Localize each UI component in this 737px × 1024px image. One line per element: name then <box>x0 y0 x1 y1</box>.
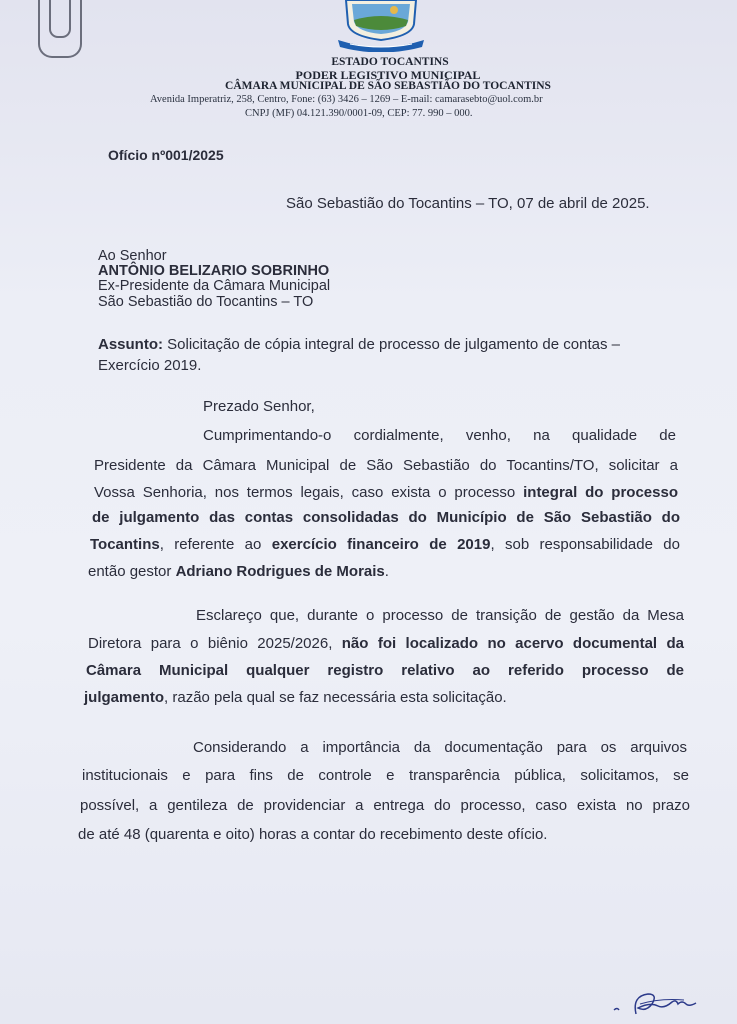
p1-line-6-b: Adriano Rodrigues de Morais <box>175 563 385 580</box>
header-cnpj: CNPJ (MF) 04.121.390/0001-09, CEP: 77. 990 – 000. <box>245 108 473 119</box>
p1-line-5-a: Tocantins <box>90 536 160 553</box>
p1-line-4: de julgamento das contas consolidadas do Município de São Sebastião do <box>92 509 680 526</box>
signature-icon <box>610 984 720 1018</box>
p2-line-2-a: Diretora para o biênio 2025/2026, <box>88 635 342 652</box>
header-power: PODER LEGISTIVO MUNICIPAL <box>295 68 481 82</box>
letter-date: São Sebastião do Tocantins – TO, 07 de abril de 2025. <box>286 195 650 212</box>
header-chamber: CÂMARA MUNICIPAL DE SÃO SEBASTIÃO DO TOCANTINS <box>225 80 551 92</box>
p1-line-6 <box>88 563 389 580</box>
p2-line-4-a: julgamento <box>84 689 165 706</box>
recipient-role: Ex-Presidente da Câmara Municipal <box>98 278 331 294</box>
p2-line-3: Câmara Municipal qualquer registro relativo ao referido processo de <box>86 662 684 679</box>
p1-line-5 <box>90 536 680 553</box>
subject-text-1: Solicitação de cópia integral de processo de julgamento de contas – <box>167 336 620 353</box>
p1-line-3 <box>94 484 678 501</box>
header-state: ESTADO TOCANTINS <box>331 56 449 68</box>
p3-line-2: institucionais e para fins de controle e transparência pública, solicitamos, se <box>82 767 689 784</box>
subject-label: Assunto: <box>98 336 163 353</box>
p1-line-2: Presidente da Câmara Municipal de São Sebastião do Tocantins/TO, solicitar a <box>94 457 678 474</box>
letter-reference: Ofício nº001/2025 <box>108 147 224 163</box>
p1-line-5-c: exercício financeiro de 2019 <box>271 536 491 553</box>
p1-line-5-b: , referente ao <box>159 536 272 553</box>
p2-line-4 <box>84 689 507 706</box>
p1-line-3-b: integral do processo <box>523 484 678 501</box>
p1-line-3-a: Vossa Senhoria, nos termos legais, caso exista o processo <box>94 484 524 501</box>
p2-line-2 <box>88 635 684 652</box>
p3-line-1: Considerando a importância da documentação para os arquivos <box>193 739 687 756</box>
municipal-seal-icon <box>336 0 426 52</box>
p1-line-6-c: . <box>384 563 389 580</box>
recipient-name: ANTÔNIO BELIZARIO SOBRINHO <box>98 263 330 279</box>
p3-line-3: possível, a gentileza de providenciar a entrega do processo, caso exista no prazo <box>80 797 690 814</box>
subject-line-1 <box>98 336 620 353</box>
p2-line-1: Esclareço que, durante o processo de transição de gestão da Mesa <box>196 607 684 624</box>
header-address: Avenida Imperatriz, 258, Centro, Fone: (63) 3426 – 1269 – E-mail: camarasebto@uol.com.br <box>150 94 543 105</box>
p2-line-4-b: , razão pela qual se faz necessária esta solicitação. <box>164 689 507 706</box>
p3-line-4: de até 48 (quarenta e oito) horas a contar do recebimento deste ofício. <box>78 826 548 843</box>
greeting: Prezado Senhor, <box>203 398 315 415</box>
p2-line-2-b: não foi localizado no acervo documental da <box>341 635 684 652</box>
recipient-city: São Sebastião do Tocantins – TO <box>98 294 314 310</box>
subject-line-2: Exercício 2019. <box>98 357 202 374</box>
p1-line-1: Cumprimentando-o cordialmente, venho, na qualidade de <box>203 427 676 444</box>
recipient-salutation: Ao Senhor <box>98 248 167 264</box>
p1-line-5-d: , sob responsabilidade do <box>490 536 680 553</box>
paper-clip <box>38 0 82 58</box>
p1-line-6-a: então gestor <box>88 563 176 580</box>
